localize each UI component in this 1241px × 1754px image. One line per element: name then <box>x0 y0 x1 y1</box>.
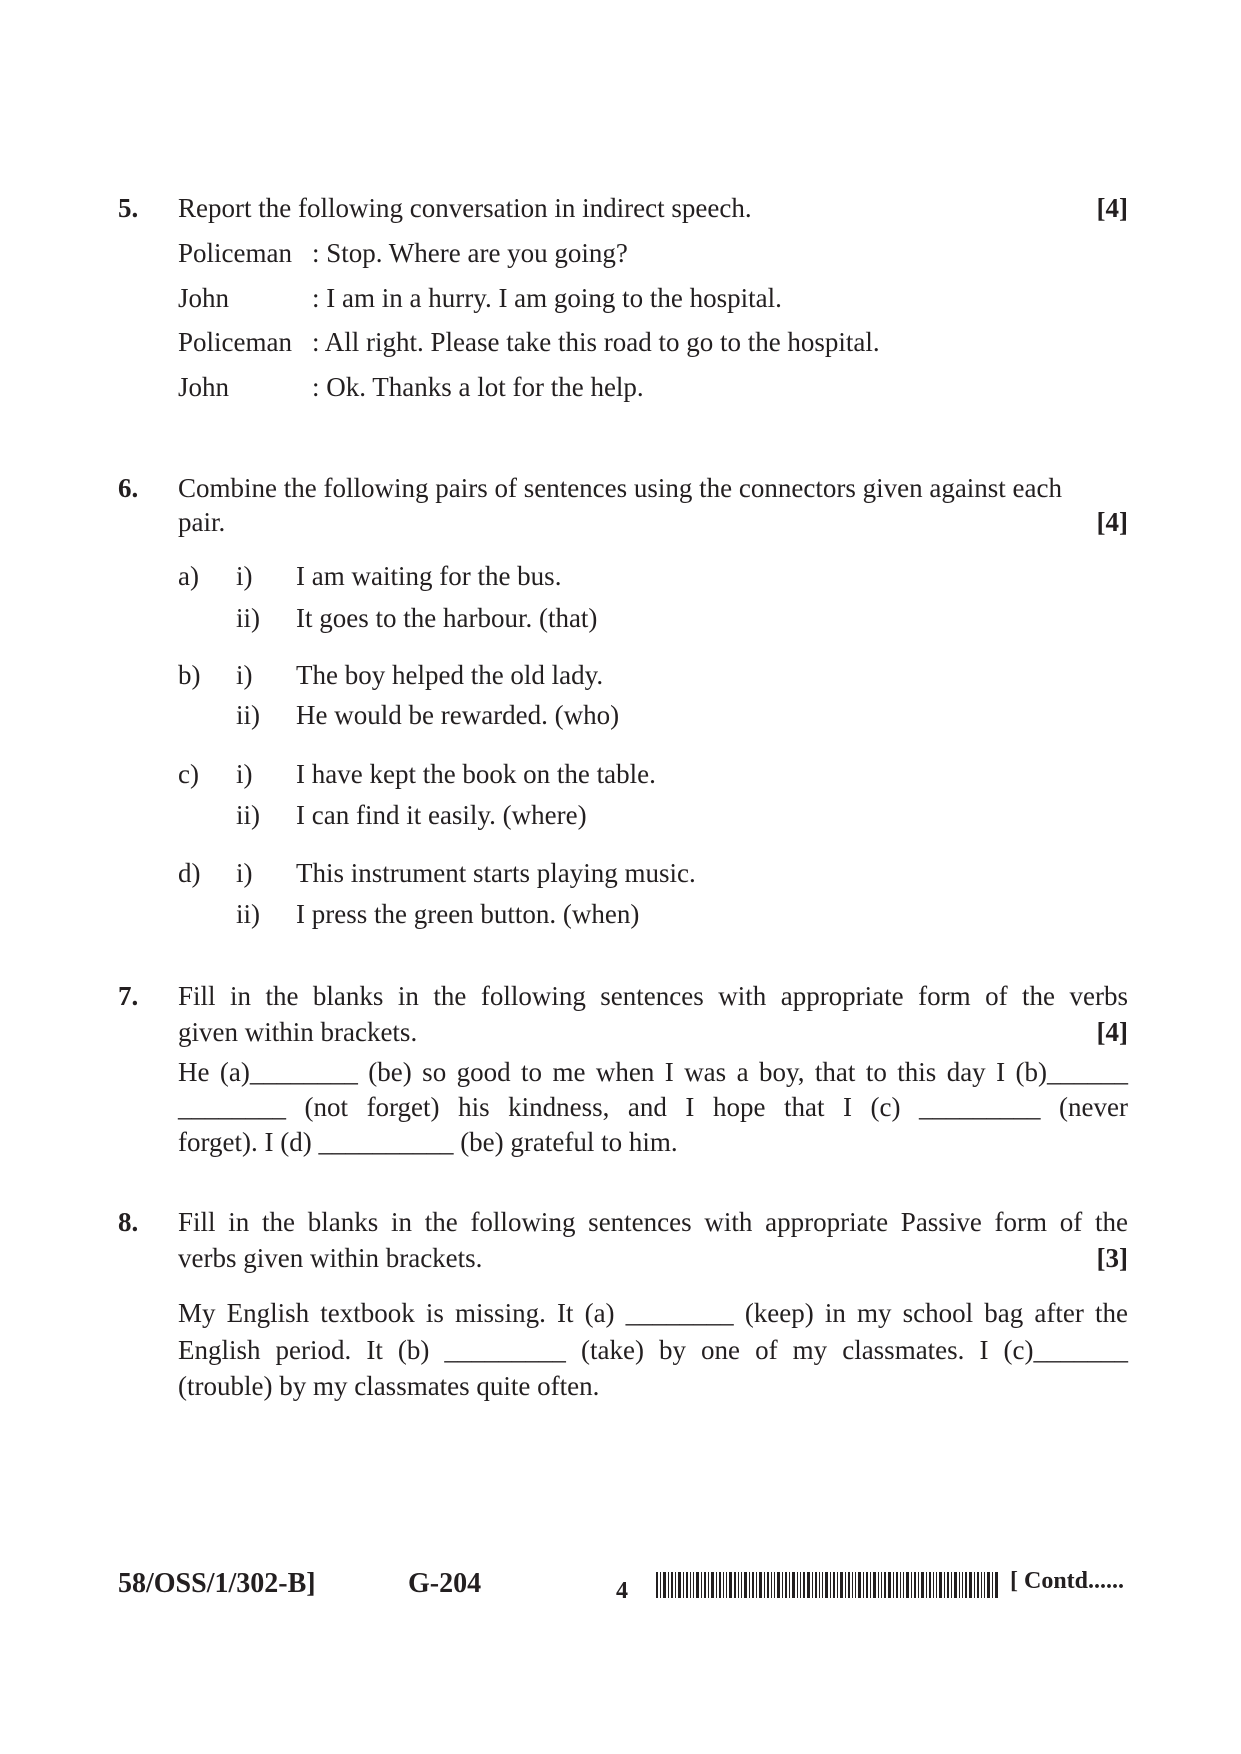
sentence-i: The boy helped the old lady. <box>296 660 604 690</box>
roman-i: i) <box>236 561 253 591</box>
marks-label: [4] <box>1096 507 1128 537</box>
fill-text-line: ________ (not forget) his kindness, and I hope that I (c) _________ (never <box>178 1092 1128 1122</box>
question-prompt-cont: verbs given within brackets. <box>178 1243 483 1273</box>
sentence-i: This instrument starts playing music. <box>296 858 696 888</box>
speech: : All right. Please take this road to go to the hospital. <box>312 327 880 357</box>
sentence-pair-b <box>178 657 1128 737</box>
pair-letter: b) <box>178 660 201 690</box>
question-prompt: Report the following conversation in indirect speech. <box>178 193 752 223</box>
fill-text-line: My English textbook is missing. It (a) ________ (keep) in my school bag after the <box>178 1298 1128 1328</box>
speaker: John <box>178 372 230 402</box>
roman-i: i) <box>236 759 253 789</box>
sentence-ii: I can find it easily. (where) <box>296 800 587 830</box>
speaker: John <box>178 283 230 313</box>
fill-text-line: He (a)________ (be) so good to me when I was a boy, that to this day I (b)______ <box>178 1057 1128 1087</box>
pair-letter: a) <box>178 561 199 591</box>
question-prompt: Fill in the blanks in the following sentences with appropriate form of the verbs <box>178 981 1128 1011</box>
barcode-icon <box>656 1572 998 1598</box>
sentence-pair-a <box>178 558 1128 638</box>
speech: : Stop. Where are you going? <box>312 238 628 268</box>
roman-ii: ii) <box>236 700 260 730</box>
paper-code: 58/OSS/1/302-B] <box>118 1568 316 1599</box>
question-number: 6. <box>118 473 139 503</box>
sentence-ii: It goes to the harbour. (that) <box>296 603 598 633</box>
roman-i: i) <box>236 660 253 690</box>
question-number: 7. <box>118 981 139 1011</box>
marks-label: [4] <box>1096 193 1128 223</box>
page-number: 4 <box>616 1578 628 1604</box>
fill-text-line: (trouble) by my classmates quite often. <box>178 1371 600 1401</box>
speaker: Policeman <box>178 327 292 357</box>
sentence-i: I am waiting for the bus. <box>296 561 562 591</box>
roman-i: i) <box>236 858 253 888</box>
pair-letter: c) <box>178 759 199 789</box>
speech: : I am in a hurry. I am going to the hospital. <box>312 283 782 313</box>
pair-letter: d) <box>178 858 201 888</box>
fill-text-line: English period. It (b) _________ (take) by one of my classmates. I (c)_______ <box>178 1335 1128 1365</box>
speech: : Ok. Thanks a lot for the help. <box>312 372 644 402</box>
roman-ii: ii) <box>236 800 260 830</box>
marks-label: [4] <box>1096 1017 1128 1047</box>
speaker: Policeman <box>178 238 292 268</box>
roman-ii: ii) <box>236 603 260 633</box>
question-prompt: Combine the following pairs of sentences using the connectors given against each <box>178 473 1063 503</box>
sentence-pair-c <box>178 756 1128 836</box>
question-number: 5. <box>118 193 139 223</box>
question-prompt-cont: given within brackets. <box>178 1017 418 1047</box>
question-prompt: Fill in the blanks in the following sentences with appropriate Passive form of the <box>178 1207 1128 1237</box>
series-code: G-204 <box>408 1568 482 1599</box>
sentence-i: I have kept the book on the table. <box>296 759 656 789</box>
question-number: 8. <box>118 1207 139 1237</box>
continued-label: [ Contd...... <box>1010 1568 1125 1594</box>
question-prompt-cont: pair. <box>178 507 226 537</box>
roman-ii: ii) <box>236 899 260 929</box>
marks-label: [3] <box>1096 1243 1128 1273</box>
sentence-pair-d <box>178 855 1128 935</box>
sentence-ii: He would be rewarded. (who) <box>296 700 620 730</box>
sentence-ii: I press the green button. (when) <box>296 899 640 929</box>
fill-text-line: forget). I (d) __________ (be) grateful to him. <box>178 1127 678 1157</box>
